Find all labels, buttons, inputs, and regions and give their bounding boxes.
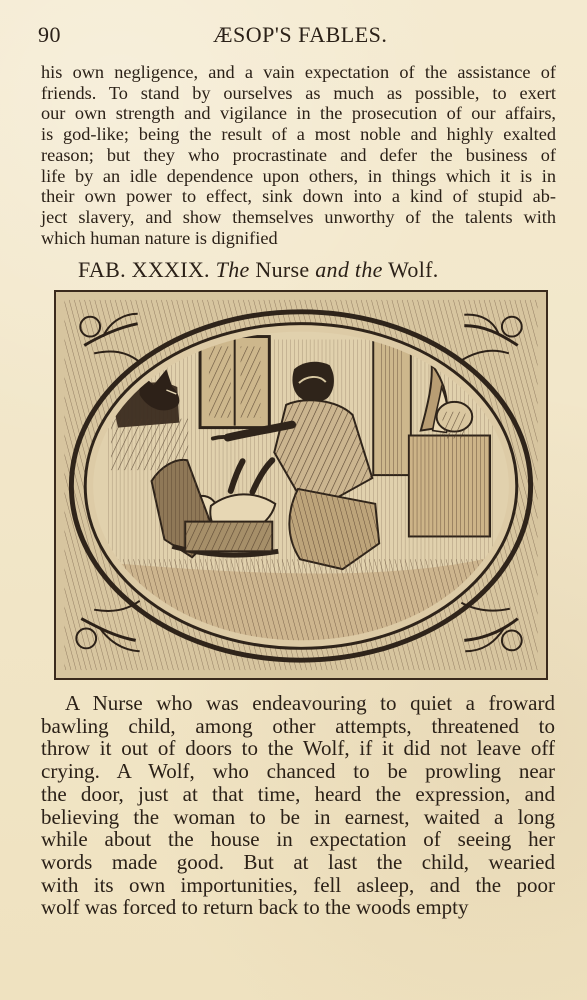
running-head — [38, 22, 549, 48]
fable-text-line: the door, just at that time, heard the expression, and — [41, 781, 555, 806]
fable-text-line: bawling child, among other attempts, threatened to — [41, 713, 555, 738]
fable-heading — [78, 257, 548, 283]
fable-text-line: while about the house in expectation of seeing her — [41, 827, 555, 852]
top-text-line: their own power to effect, sink down into a kind of stupid ab- — [41, 186, 556, 207]
woodcut-illustration — [54, 290, 548, 680]
fable-text-line: crying. A Wolf, who chanced to be prowling near — [41, 759, 555, 784]
top-text-line: friends. To stand by ourselves as much as possible, to exert — [41, 82, 556, 103]
fable-title-end: Wolf. — [388, 257, 439, 282]
fable-title-main: Nurse — [255, 257, 310, 282]
fable-text-line: believing the woman to be in earnest, waited a long — [41, 804, 555, 829]
woodcut-svg — [56, 292, 546, 678]
fable-number: FAB. XXXIX. — [78, 257, 210, 282]
fable-title-prefix: The — [215, 257, 250, 282]
book-title: ÆSOP'S FABLES. — [213, 22, 388, 47]
top-text-block — [41, 62, 556, 248]
top-text-line: life by an idle dependence upon others, in things which it is in — [41, 165, 556, 186]
fable-text-line: throw it out of doors to the Wolf, if it did not leave off — [41, 736, 555, 761]
fable-text-line: words made good. But at last the child, wearied — [41, 849, 555, 874]
fable-text-line: with its own importunities, fell asleep, and the poor — [41, 872, 555, 897]
fable-title-join: and the — [315, 257, 383, 282]
top-text-line: reason; but they who procrastinate and defer the business of — [41, 144, 556, 165]
top-text-line: ject slavery, and show themselves unworthy of the talents with — [41, 206, 556, 227]
fable-text-line: A Nurse who was endeavouring to quiet a froward — [65, 691, 555, 715]
top-text-line: which human nature is dignified — [41, 227, 278, 248]
page-number: 90 — [38, 22, 61, 47]
fable-text-line: wolf was forced to return back to the woods empty — [41, 895, 469, 920]
top-text-line: his own negligence, and a vain expectation of the assistance of — [41, 62, 556, 82]
top-text-line: is god-like; being the result of a most noble and highly exalted — [41, 124, 556, 145]
top-text-line: our own strength and vigilance in the prosecution of our affairs, — [41, 103, 556, 124]
fable-text-block — [41, 692, 555, 919]
